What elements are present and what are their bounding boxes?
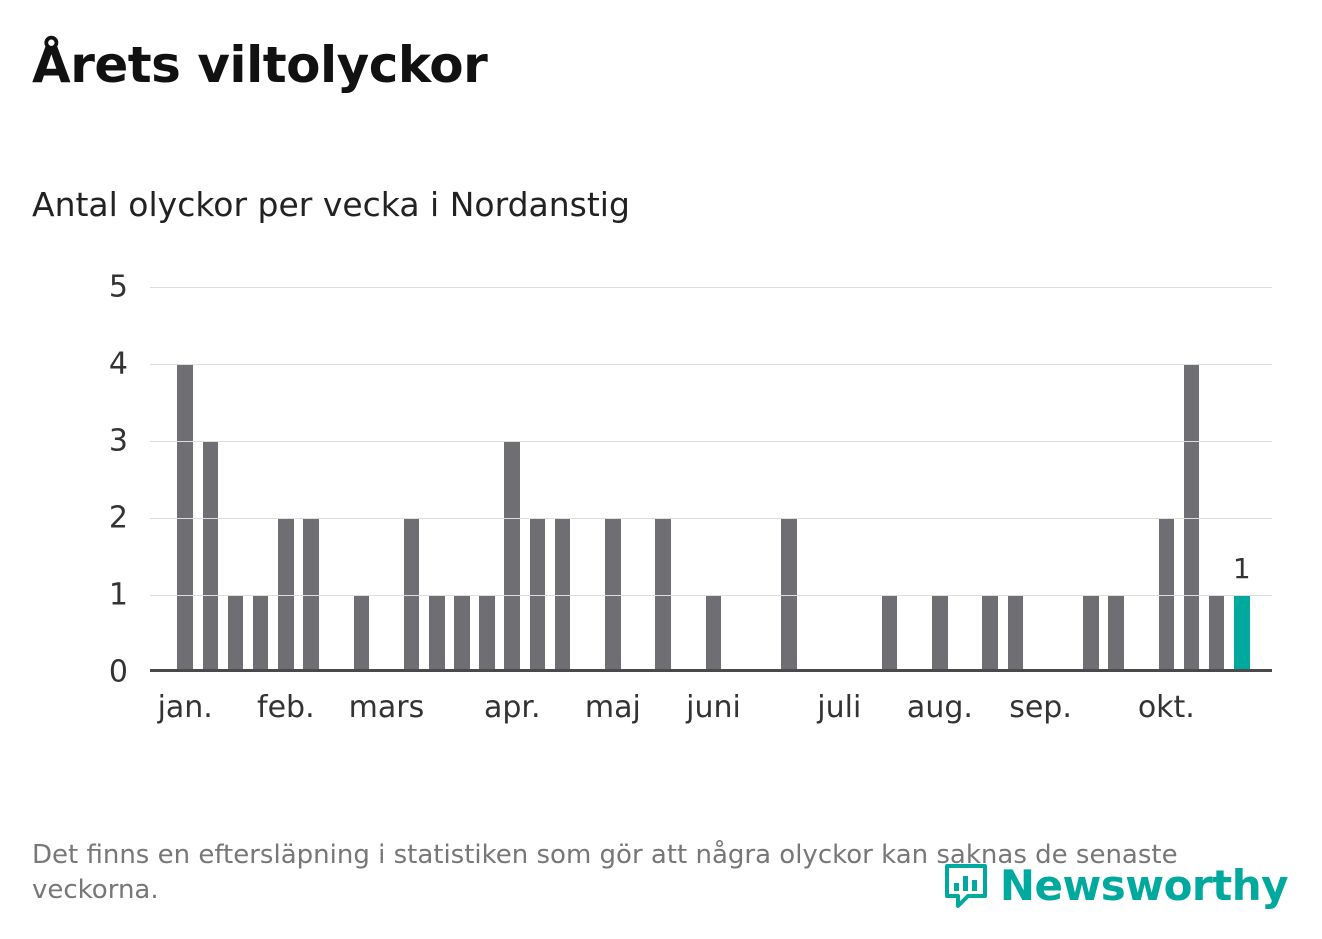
chart-plot-area: [108, 269, 1272, 725]
bar: [706, 595, 722, 672]
newsworthy-logo: [944, 863, 1288, 909]
footnote: Det finns en eftersläpning i statistiken som gör att några olyckor kan saknas de senaste veckorna.: [32, 840, 1178, 906]
bar: [1008, 595, 1024, 672]
bar: [429, 595, 445, 672]
x-axis-month-label: okt.: [1137, 690, 1195, 725]
logo-wordmark: Newsworthy: [999, 861, 1288, 910]
bar: [1209, 595, 1225, 672]
x-axis-line: [150, 669, 1272, 672]
gridline: [150, 518, 1272, 519]
bar: [354, 595, 370, 672]
y-axis-tick-label: 4: [108, 346, 128, 382]
x-axis-month-label: juli: [817, 690, 862, 725]
y-axis-tick-label: 5: [108, 269, 128, 305]
y-axis-tick-label: 0: [108, 654, 128, 690]
gridline: [150, 287, 1272, 288]
bar-highlight: [1234, 595, 1250, 672]
bar: [1108, 595, 1124, 672]
bar: [882, 595, 898, 672]
bar: [479, 595, 495, 672]
newsworthy-bar-chart-icon: [944, 863, 988, 909]
bar: [1083, 595, 1099, 672]
gridline: [150, 441, 1272, 442]
bar: [203, 441, 219, 672]
bar: [504, 441, 520, 672]
bar: [228, 595, 244, 672]
x-axis-month-label: mars: [348, 690, 425, 725]
bar-series: [150, 287, 1272, 672]
chart-subtitle: Antal olyckor per vecka i Nordanstig: [32, 185, 630, 224]
gridline: [150, 364, 1272, 365]
bar: [932, 595, 948, 672]
x-axis-month-label: feb.: [257, 690, 315, 725]
bar-chart: [32, 262, 1272, 762]
bar: [253, 595, 269, 672]
y-axis-tick-label: 3: [108, 423, 128, 459]
x-axis-month-label: juni: [686, 690, 741, 725]
x-axis-month-label: maj: [584, 690, 641, 725]
x-axis-month-label: aug.: [906, 690, 973, 725]
page-title: Årets viltolyckor: [32, 36, 488, 94]
x-axis-month-label: sep.: [1009, 690, 1072, 725]
bar: [454, 595, 470, 672]
gridline: [150, 595, 1272, 596]
y-axis-tick-label: 1: [108, 577, 128, 613]
x-axis-month-label: apr.: [483, 690, 541, 725]
y-axis-tick-label: 2: [108, 500, 128, 536]
bar-value-label: 1: [1232, 552, 1251, 585]
x-axis-month-label: jan.: [157, 690, 213, 725]
bar: [982, 595, 998, 672]
